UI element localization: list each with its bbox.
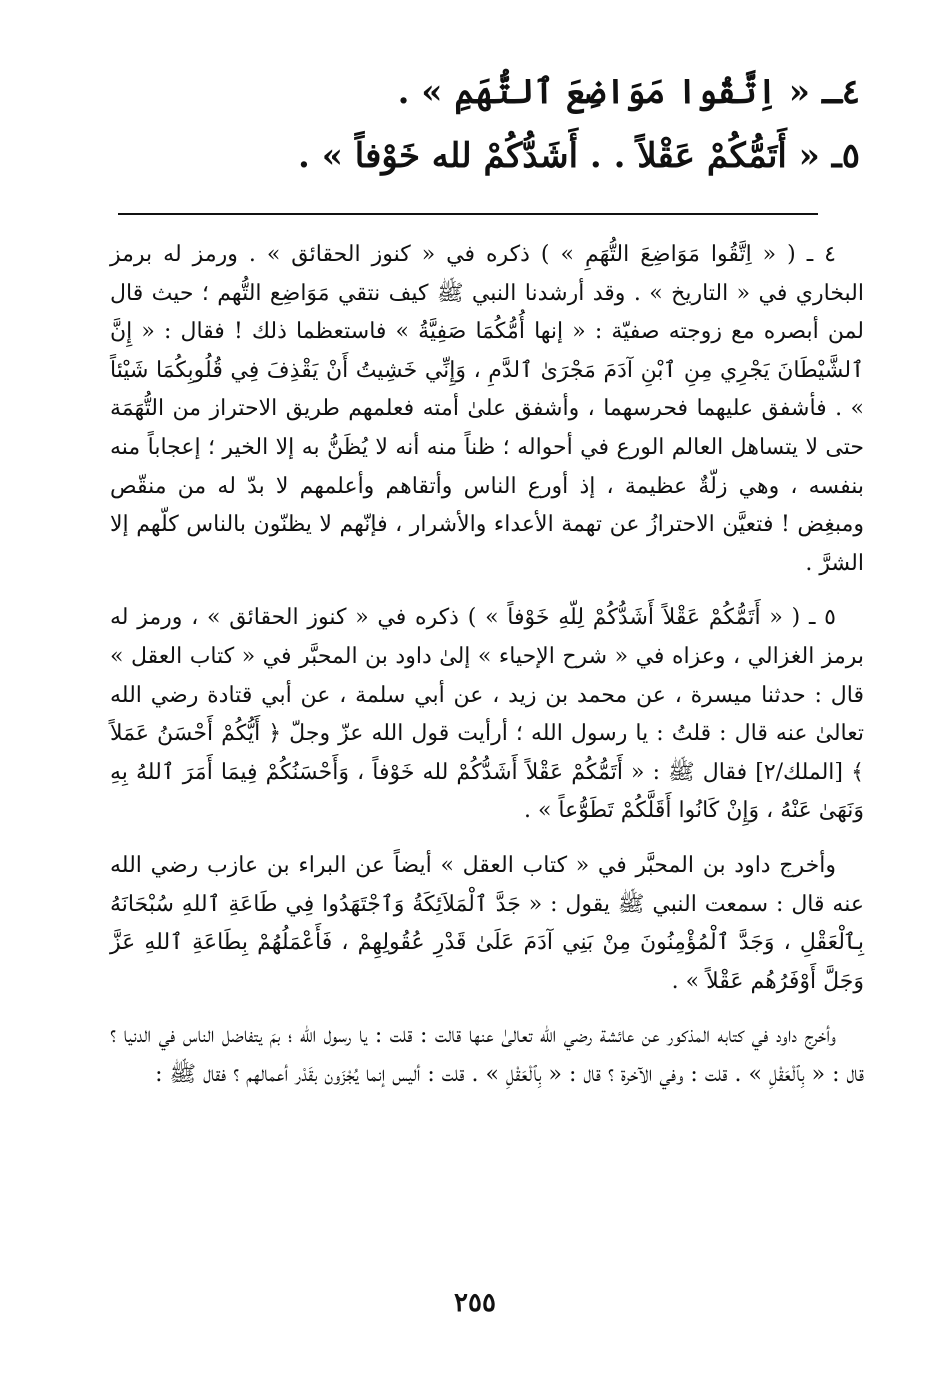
paragraph-bara-ibn-azib: وأخرج داود بن المحبَّر في « كتاب العقل » أيضاً عن البراء بن عازب رضي الله عنه قال : سمعت النبي ﷺ يقول : « جَدَّ ٱلْمَلاَئِكَةُ وَٱجْتَهَدُوا فِي طَاعَةِ ٱللهِ سُبْحَانَهُ بِٱلْعَقْلِ ، وَجَدَّ ٱلْمُؤْمِنُونَ مِنْ بَنِي آدَمَ عَلَىٰ قَدْرِ عُقُولِهِمْ ، فَأَعْمَلُهُمْ بِطَاعَةِ ٱللهِ عَزَّ وَجَلَّ أَوْفَرُهُم عَقْلاً » . <box>110 852 864 994</box>
page-number: ٢٥٥ <box>454 1288 496 1318</box>
hadith-heading-4: ٤ـ « اِتَّقُوا مَوَاضِعَ ٱلتُّهَمِ » . <box>397 72 860 112</box>
paragraph-aisha: وأخرج داود في كتابه المذكور عن عائشة رضي الله تعالىٰ عنها قالت : قلت : يا رسول الله ؛ بمَ يتفاضل الناس في الدنيا ؟ قال : « بِٱلْعَقْلِ » . قلت : وفي الآخرة ؟ قال : « بِٱلْعَقْلِ » . قلت : أليس إنما يُجْزَون بقَدْر أعمالهم ؟ فقال ﷺ : <box>110 1023 864 1087</box>
hadith-heading-5: ٥ـ « أَتَمُّكُمْ عَقْلاً . . أَشَدُّكُمْ لله خَوْفاً » . <box>298 136 860 176</box>
footnote-4: ٤ ـ ( « اِتَّقُوا مَوَاضِعَ التُّهَمِ » ) ذكره في « كنوز الحقائق » . ورمز له برمز البخاري في « التاريخ » . وقد أرشدنا النبي ﷺ كيف نتقي مَوَاضِع التُّهم ؛ حيث قال لمن أبصره مع زوجته صفيّة : « إنها أُمُّكُمَا صَفِيَّةُ » فاستعظما ذلك ! فقال : « إِنَّ ٱلشَّيْطَانَ يَجْرِي مِنِ ٱبْنِ آدَمَ مَجْرَىٰ ٱلدَّمِ ، وَإِنِّي خَشِيتُ أَنْ يَقْذِفَ فِي قُلُوبِكُمَا شَيْئاً » . فأشفق عليهما فحرسهما ، وأشفق علىٰ أمته فعلمهم طريق الاحتراز من التُّهَمَة حتى لا يتساهل العالم الورع في أحواله ؛ ظناً منه أنه لا يُظَنُّ به إلا الخير ؛ إعجاباً منه بنفسه ، وهي زلّةٌ عظيمة ، إذ أورع الناس وأتقاهم وأعلمهم لا بدّ له من منقّص ومبغِض ! فتعيَّن الاحترازُ عن تهمة الأعداء والأشرار ، فإنّهم لا يظنّون بالناس كلّهم إلا الشرَّ . <box>110 242 864 576</box>
footnote-5: ٥ ـ ( « أَتَمُّكُمْ عَقْلاً أَشَدُّكُمْ لِلّهِ خَوْفاً » ) ذكره في « كنوز الحقائق » ، ورمز له برمز الغزالي ، وعزاه في « شرح الإحياء » إلىٰ داود بن المحبَّر في « كتاب العقل » قال : حدثنا ميسرة ، عن محمد بن زيد ، عن أبي سلمة ، عن أبي قتادة رضي الله تعالىٰ عنه قال : قلتُ : يا رسول الله ؛ أرأيت قول الله عزّ وجلّ ﴿ أَيُّكُمْ أَحْسَنُ عَمَلاً ﴾ [الملك/٢] فقال ﷺ : « أَتَمُّكُمْ عَقْلاً أَشَدُّكُمْ لله خَوْفاً ، وَأَحْسَنُكُمْ فِيمَا أَمَرَ ٱللهُ بِهِ وَنَهَىٰ عَنْهُ ، وَإِنْ كَانُوا أَقَلَّكُمْ تَطَوُّعاً » . <box>110 605 864 824</box>
footnotes-section <box>110 236 864 1110</box>
footnote-divider <box>118 213 818 215</box>
